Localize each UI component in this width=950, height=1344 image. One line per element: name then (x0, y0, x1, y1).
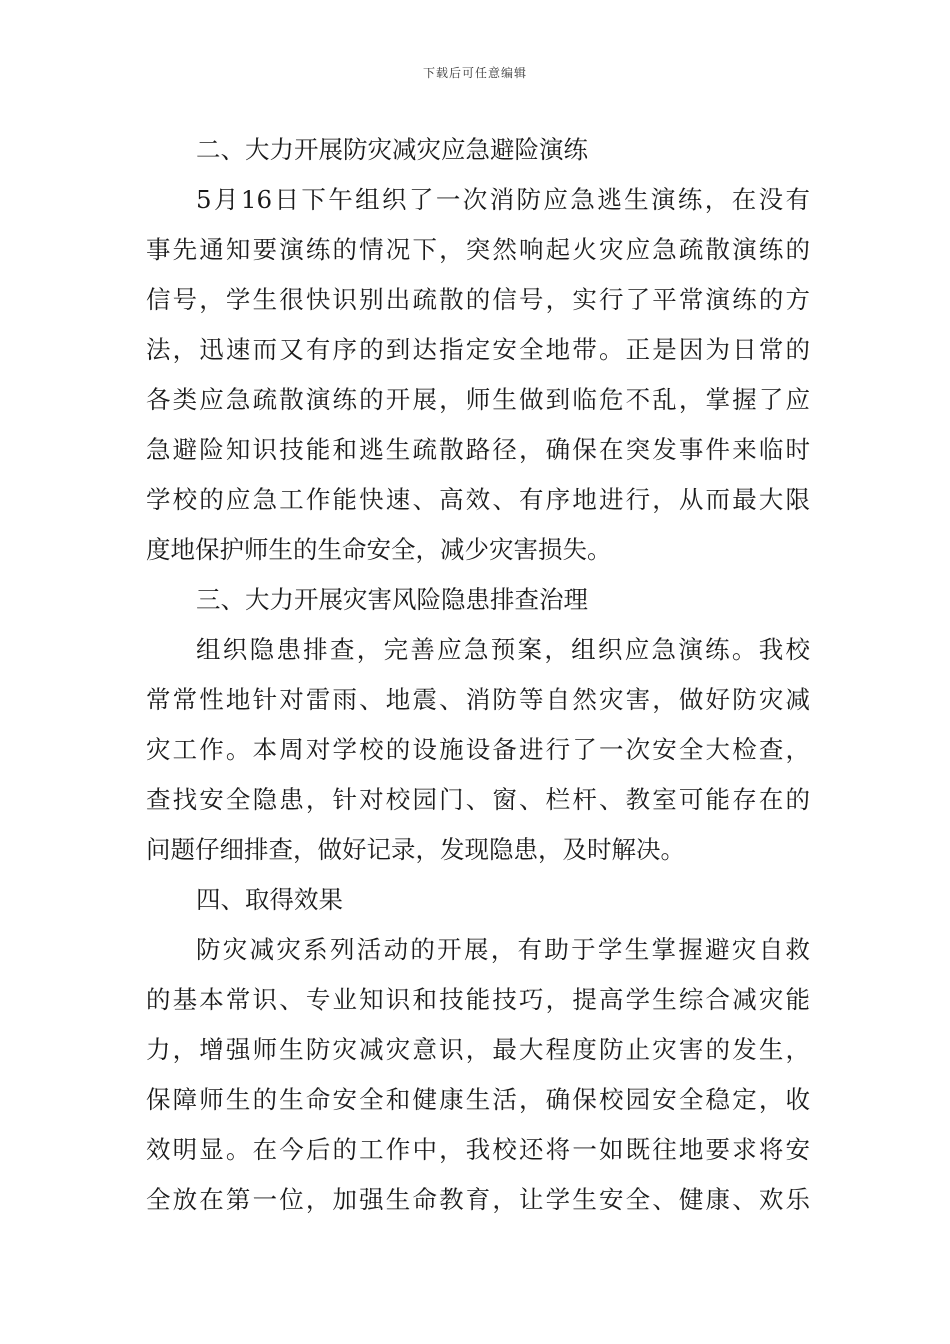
text-line: 组织隐患排查，完善应急预案，组织应急演练。我校 (196, 635, 810, 664)
text-line: 信号，学生很快识别出疏散的信号，实行了平常演练的方 (146, 285, 810, 314)
page-header-note: 下载后可任意编辑 (422, 66, 527, 80)
text-line: 的基本常识、专业知识和技能技巧，提高学生综合减灾能 (146, 985, 810, 1014)
text-line: 查找安全隐患，针对校园门、窗、栏杆、教室可能存在的 (146, 785, 810, 814)
text-line: 度地保护师生的生命安全，减少灾害损失。 (146, 535, 612, 564)
text-line: 急避险知识技能和逃生疏散路径，确保在突发事件来临时 (146, 435, 810, 464)
text-line: 全放在第一位，加强生命教育，让学生安全、健康、欢乐 (146, 1185, 810, 1214)
text-line: 力，增强师生防灾减灾意识，最大程度防止灾害的发生， (146, 1035, 810, 1064)
text-line: 四、取得效果 (196, 885, 343, 914)
text-line: 5月16日下午组织了一次消防应急逃生演练，在没有 (196, 185, 810, 214)
text-line: 防灾减灾系列活动的开展，有助于学生掌握避灾自救 (196, 935, 810, 964)
text-line: 二、大力开展防灾减灾应急避险演练 (196, 135, 588, 164)
document-body (146, 125, 810, 1225)
text-line: 三、大力开展灾害风险隐患排查治理 (196, 585, 588, 614)
text-line: 法，迅速而又有序的到达指定安全地带。正是因为日常的 (146, 335, 810, 364)
text-line: 学校的应急工作能快速、高效、有序地进行，从而最大限 (146, 485, 810, 514)
text-line: 问题仔细排查，做好记录，发现隐患，及时解决。 (146, 835, 685, 864)
text-line: 各类应急疏散演练的开展，师生做到临危不乱，掌握了应 (146, 385, 810, 414)
text-line: 常常性地针对雷雨、地震、消防等自然灾害，做好防灾减 (146, 685, 810, 714)
text-line: 效明显。在今后的工作中，我校还将一如既往地要求将安 (146, 1135, 810, 1164)
text-line: 灾工作。本周对学校的设施设备进行了一次安全大检查， (146, 735, 810, 764)
text-line: 保障师生的生命安全和健康生活，确保校园安全稳定，收 (146, 1085, 810, 1114)
text-line: 事先通知要演练的情况下，突然响起火灾应急疏散演练的 (146, 235, 810, 264)
